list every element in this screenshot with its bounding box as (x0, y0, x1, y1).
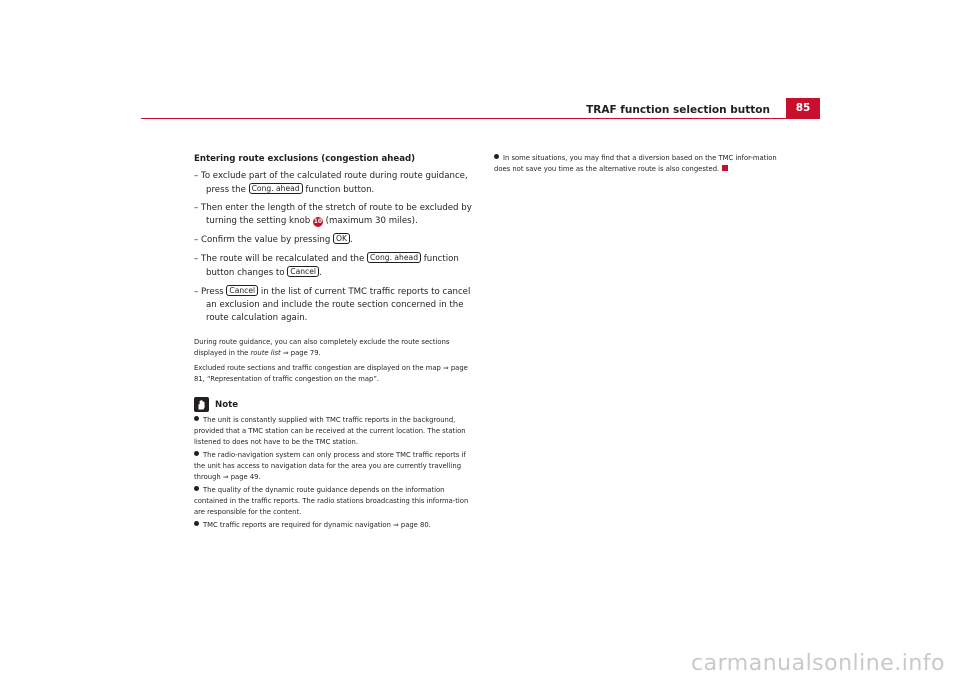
note-hand-icon (194, 397, 209, 412)
step-3 (194, 233, 474, 247)
header-rule (141, 118, 820, 119)
section-heading: Entering route exclusions (congestion ahead) (194, 154, 416, 164)
step-2 (194, 202, 474, 228)
step-2-text: – Then enter the length of the stretch of route to be excluded by turning the setting knob (194, 203, 472, 226)
left-column (194, 154, 474, 533)
route-list-text: During route guidance, you can also completely exclude the route sections displayed in the (194, 338, 450, 357)
step-4-text-end: . (319, 268, 322, 278)
setting-knob-badge: 10 (313, 218, 323, 225)
section-end-icon (722, 165, 728, 171)
step-1-text: – To exclude part of the calculated route during route guidance, press the (194, 171, 468, 195)
note-item (194, 520, 474, 531)
ok-button: OK (333, 233, 350, 244)
step-3-text: – Confirm the value by pressing (194, 235, 334, 245)
right-column (494, 153, 778, 177)
bullet-icon (194, 486, 199, 491)
step-1 (194, 170, 474, 197)
step-5-text: – Press (194, 287, 227, 297)
cancel-button: Cancel (287, 266, 319, 277)
note-item (194, 485, 474, 518)
step-4 (194, 252, 474, 280)
route-list-page-ref: ⇒ page 79. (280, 349, 321, 357)
bullet-icon (494, 154, 499, 159)
bullet-icon (194, 521, 199, 526)
note-header (194, 397, 474, 412)
note-item-text: The radio-navigation system can only process and store TMC traffic reports if the unit has access to navigation data for the area you are currently travelling through ⇒ page 49. (194, 451, 466, 481)
page-header-title: TRAF function selection button (586, 104, 770, 116)
cong-ahead-button: Cong. ahead (249, 183, 303, 194)
step-1-text-end: function button. (302, 185, 375, 195)
step-4-text-mid: function button changes to (206, 254, 459, 278)
page-number-badge: 85 (786, 98, 820, 119)
watermark: carmanualsonline.info (691, 651, 945, 676)
note-label: Note (215, 399, 239, 410)
route-list-link: route list (250, 349, 281, 357)
note-item-text: TMC traffic reports are required for dynamic navigation ⇒ page 80. (203, 521, 431, 529)
right-note-text: In some situations, you may find that a diversion based on the TMC infor-mation does not save you time as the alternative route is also congested. (494, 154, 777, 173)
note-item (194, 415, 474, 448)
note-item-text: The unit is constantly supplied with TMC traffic reports in the background, provided that a TMC station can be received at the current location. The station listened to does not have to be the TMC station. (194, 416, 466, 446)
step-5 (194, 285, 474, 325)
step-2-text-end: (maximum 30 miles). (322, 216, 418, 226)
note-item (194, 450, 474, 483)
step-5-text-end: in the list of current TMC traffic reports to cancel an exclusion and include the route section concerned in the route calculation again. (206, 287, 471, 323)
cancel-button-2: Cancel (226, 285, 258, 296)
cong-ahead-button-2: Cong. ahead (367, 252, 421, 263)
step-4-text: – The route will be recalculated and the (194, 254, 367, 264)
note-item-text: The quality of the dynamic route guidance depends on the information contained in the traffic reports. The radio stations broadcasting this informa-tion are responsible for the content. (194, 486, 469, 516)
bullet-icon (194, 451, 199, 456)
route-list-paragraph (194, 337, 474, 359)
bullet-icon (194, 416, 199, 421)
step-3-text-end: . (349, 235, 353, 245)
right-note-item (494, 153, 778, 175)
excluded-sections-paragraph: Excluded route sections and traffic congestion are displayed on the map ⇒ page 81, “Representation of traffic congestion on the map”. (194, 364, 468, 383)
